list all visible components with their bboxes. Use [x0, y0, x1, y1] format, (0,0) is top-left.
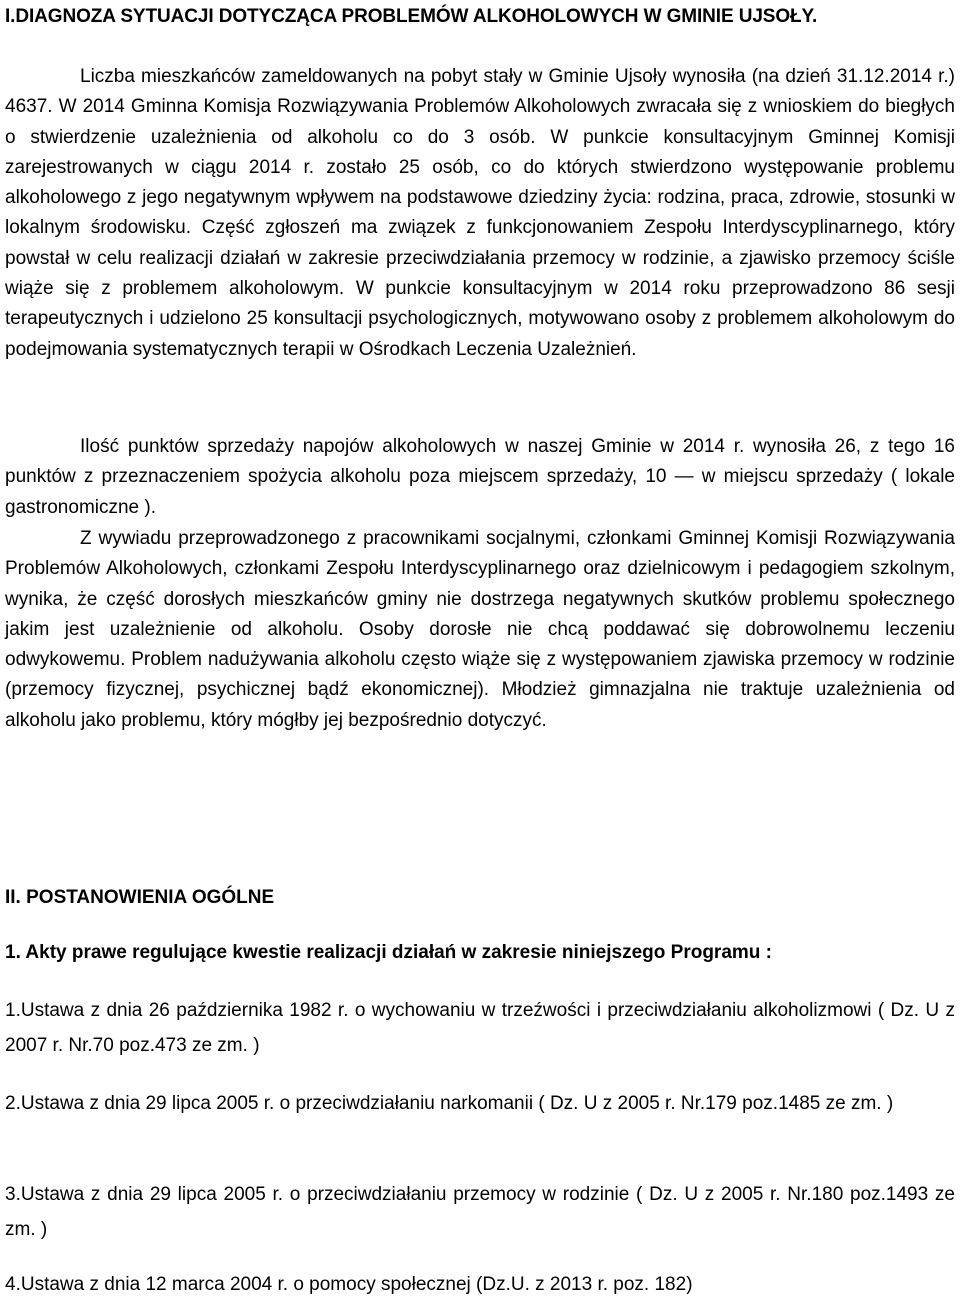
section-1-paragraph-3: Z wywiadu przeprowadzonego z pracownikami socjalnymi, członkami Gminnej Komisji Rozwiązywania Problemów Alkoholowych, członkami Zespołu Interdyscyplinarnego oraz dzielnicowym i pedagogiem szkolnym, wynika, że część dorosłych mieszkańców gminy nie dostrzega negatywnych skutków problemu społecznego jakim jest uzależnienie od alkoholu. Osoby dorosłe nie chcą poddawać się dobrowolnemu leczeniu odwykowemu. Problem nadużywania alkoholu często wiąże się z występowaniem zjawiska przemocy w rodzinie (przemocy fizycznej, psychicznej bądź ekonomicznej). Młodzież gimnazjalna nie traktuje uzależnienia od alkoholu jako problemu, który mógłby jej bezpośrednio dotyczyć.	[5, 528, 955, 731]
legal-act-item: 1.Ustawa z dnia 26 października 1982 r. o wychowaniu w trzeźwości i przeciwdziałaniu alkoholizmowi ( Dz. U z 2007 r. Nr.70 poz.473 ze zm. )	[5, 1000, 955, 1056]
legal-act-item: 3.Ustawa z dnia 29 lipca 2005 r. o przeciwdziałaniu przemocy w rodzinie ( Dz. U z 2005 r. Nr.180 poz.1493 ze zm. )	[5, 1184, 955, 1240]
section-2-heading: II. POSTANOWIENIA OGÓLNE	[5, 887, 275, 908]
legal-act-item: 2.Ustawa z dnia 29 lipca 2005 r. o przeciwdziałaniu narkomanii ( Dz. U z 2005 r. Nr.179 poz.1485 ze zm. )	[5, 1093, 894, 1114]
legal-act-item: 4.Ustawa z dnia 12 marca 2004 r. o pomocy społecznej (Dz.U. z 2013 r. poz. 182)	[5, 1274, 693, 1295]
section-1-paragraph-2: Ilość punktów sprzedaży napojów alkoholowych w naszej Gminie w 2014 r. wynosiła 26, z tego 16 punktów z przeznaczeniem spożycia alkoholu poza miejscem sprzedaży, 10 — w miejscu sprzedaży ( lokale gastronomiczne ).	[5, 436, 955, 518]
section-1-heading: I.DIAGNOZA SYTUACJI DOTYCZĄCA PROBLEMÓW ALKOHOLOWYCH W GMINIE UJSOŁY.	[5, 6, 818, 27]
section-1-paragraph-1: Liczba mieszkańców zameldowanych na pobyt stały w Gminie Ujsoły wynosiła (na dzień 31.12.2014 r.) 4637. W 2014 Gminna Komisja Rozwiązywania Problemów Alkoholowych zwracała się z wnioskiem do biegłych o stwierdzenie uzależnienia od alkoholu co do 3 osób. W punkcie konsultacyjnym Gminnej Komisji zarejestrowanych w ciągu 2014 r. zostało 25 osób, co do których stwierdzono występowanie problemu alkoholowego z jego negatywnym wpływem na podstawowe dziedziny życia: rodzina, praca, zdrowie, stosunki w lokalnym środowisku. Część zgłoszeń ma związek z funkcjonowaniem Zespołu Interdyscyplinarnego, który powstał w celu realizacji działań w zakresie przeciwdziałania przemocy w rodzinie, a zjawisko przemocy ściśle wiąże się z problemem alkoholowym. W punkcie konsultacyjnym w 2014 roku przeprowadzono 86 sesji terapeutycznych i udzielono 25 konsultacji psychologicznych, motywowano osoby z problemem alkoholowym do podejmowania systematycznych terapii w Ośrodkach Leczenia Uzależnień.	[5, 66, 955, 360]
section-2-subheading: 1. Akty prawe regulujące kwestie realizacji działań w zakresie niniejszego Programu :	[5, 942, 772, 963]
